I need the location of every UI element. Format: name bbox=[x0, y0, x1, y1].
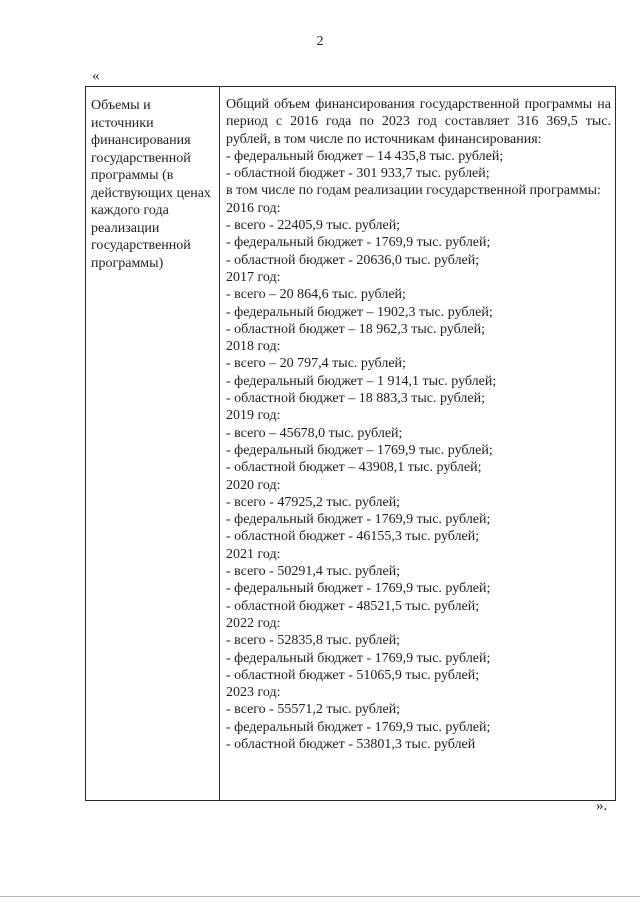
financing-table bbox=[85, 86, 616, 801]
year-regional-line: - областной бюджет - 51065,9 тыс. рублей; bbox=[226, 667, 480, 683]
year-federal-line: - федеральный бюджет - 1769,9 тыс. рублей; bbox=[226, 581, 491, 597]
year-block-2017 bbox=[226, 269, 611, 338]
table-label-cell: Объемы и источники финансирования государственной программы (в действующих ценах каждого года реализации государственной программы) bbox=[86, 87, 220, 800]
year-federal-line: - федеральный бюджет – 1769,9 тыс. рублей; bbox=[226, 442, 493, 458]
by-year-intro: в том числе по годам реализации государственной программы: bbox=[226, 183, 601, 199]
year-regional-line: - областной бюджет - 53801,3 тыс. рублей bbox=[226, 736, 476, 752]
year-heading: 2022 год: bbox=[226, 615, 281, 631]
year-total-line: - всего - 52835,8 тыс. рублей; bbox=[226, 633, 401, 649]
year-heading: 2018 год: bbox=[226, 339, 281, 355]
year-heading: 2016 год: bbox=[226, 200, 281, 216]
year-federal-line: - федеральный бюджет – 1902,3 тыс. рублей; bbox=[226, 304, 493, 320]
table-content-cell bbox=[220, 87, 615, 800]
year-heading: 2017 год: bbox=[226, 269, 281, 285]
year-heading: 2023 год: bbox=[226, 685, 281, 701]
year-regional-line: - областной бюджет – 43908,1 тыс. рублей; bbox=[226, 460, 482, 476]
year-total-line: - всего - 50291,4 тыс. рублей; bbox=[226, 564, 401, 580]
page-number: 2 bbox=[316, 34, 324, 49]
year-heading: 2019 год: bbox=[226, 408, 281, 424]
year-heading: 2021 год: bbox=[226, 546, 281, 562]
year-total-line: - всего - 47925,2 тыс. рублей; bbox=[226, 494, 401, 510]
year-block-2020 bbox=[226, 477, 611, 546]
year-block-2018 bbox=[226, 338, 611, 407]
year-federal-line: - федеральный бюджет – 1 914,1 тыс. рублей; bbox=[226, 373, 497, 389]
source-regional-line: - областной бюджет - 301 933,7 тыс. рублей; bbox=[226, 166, 490, 182]
year-regional-line: - областной бюджет - 46155,3 тыс. рублей; bbox=[226, 529, 480, 545]
year-heading: 2020 год: bbox=[226, 477, 281, 493]
bottom-edge-rule bbox=[0, 896, 640, 897]
year-total-line: - всего – 20 797,4 тыс. рублей; bbox=[226, 356, 406, 372]
closing-quote-mark: ». bbox=[596, 798, 608, 814]
year-block-2021 bbox=[226, 546, 611, 615]
year-regional-line: - областной бюджет - 48521,5 тыс. рублей; bbox=[226, 598, 480, 614]
opening-quote-mark: « bbox=[92, 68, 100, 84]
year-regional-line: - областной бюджет – 18 883,3 тыс. рублей; bbox=[226, 391, 485, 407]
year-federal-line: - федеральный бюджет - 1769,9 тыс. рублей; bbox=[226, 719, 491, 735]
year-total-line: - всего – 20 864,6 тыс. рублей; bbox=[226, 287, 406, 303]
year-block-2019 bbox=[226, 407, 611, 476]
source-federal-line: - федеральный бюджет – 14 435,8 тыс. рублей; bbox=[226, 148, 504, 164]
year-total-line: - всего – 45678,0 тыс. рублей; bbox=[226, 425, 403, 441]
year-total-line: - всего - 22405,9 тыс. рублей; bbox=[226, 218, 401, 234]
total-funding-paragraph: Общий объем финансирования государственной программы на период с 2016 года по 2023 год составляет 316 369,5 тыс. рублей, в том числе по источникам финансирования: bbox=[226, 97, 611, 147]
year-block-2022 bbox=[226, 615, 611, 684]
year-regional-line: - областной бюджет – 18 962,3 тыс. рублей; bbox=[226, 321, 485, 337]
year-block-2023 bbox=[226, 684, 611, 753]
year-total-line: - всего - 55571,2 тыс. рублей; bbox=[226, 702, 401, 718]
year-federal-line: - федеральный бюджет - 1769,9 тыс. рублей; bbox=[226, 512, 491, 528]
year-regional-line: - областной бюджет - 20636,0 тыс. рублей; bbox=[226, 252, 480, 268]
year-federal-line: - федеральный бюджет - 1769,9 тыс. рублей; bbox=[226, 235, 491, 251]
year-block-2016 bbox=[226, 200, 611, 269]
year-federal-line: - федеральный бюджет - 1769,9 тыс. рублей; bbox=[226, 650, 491, 666]
